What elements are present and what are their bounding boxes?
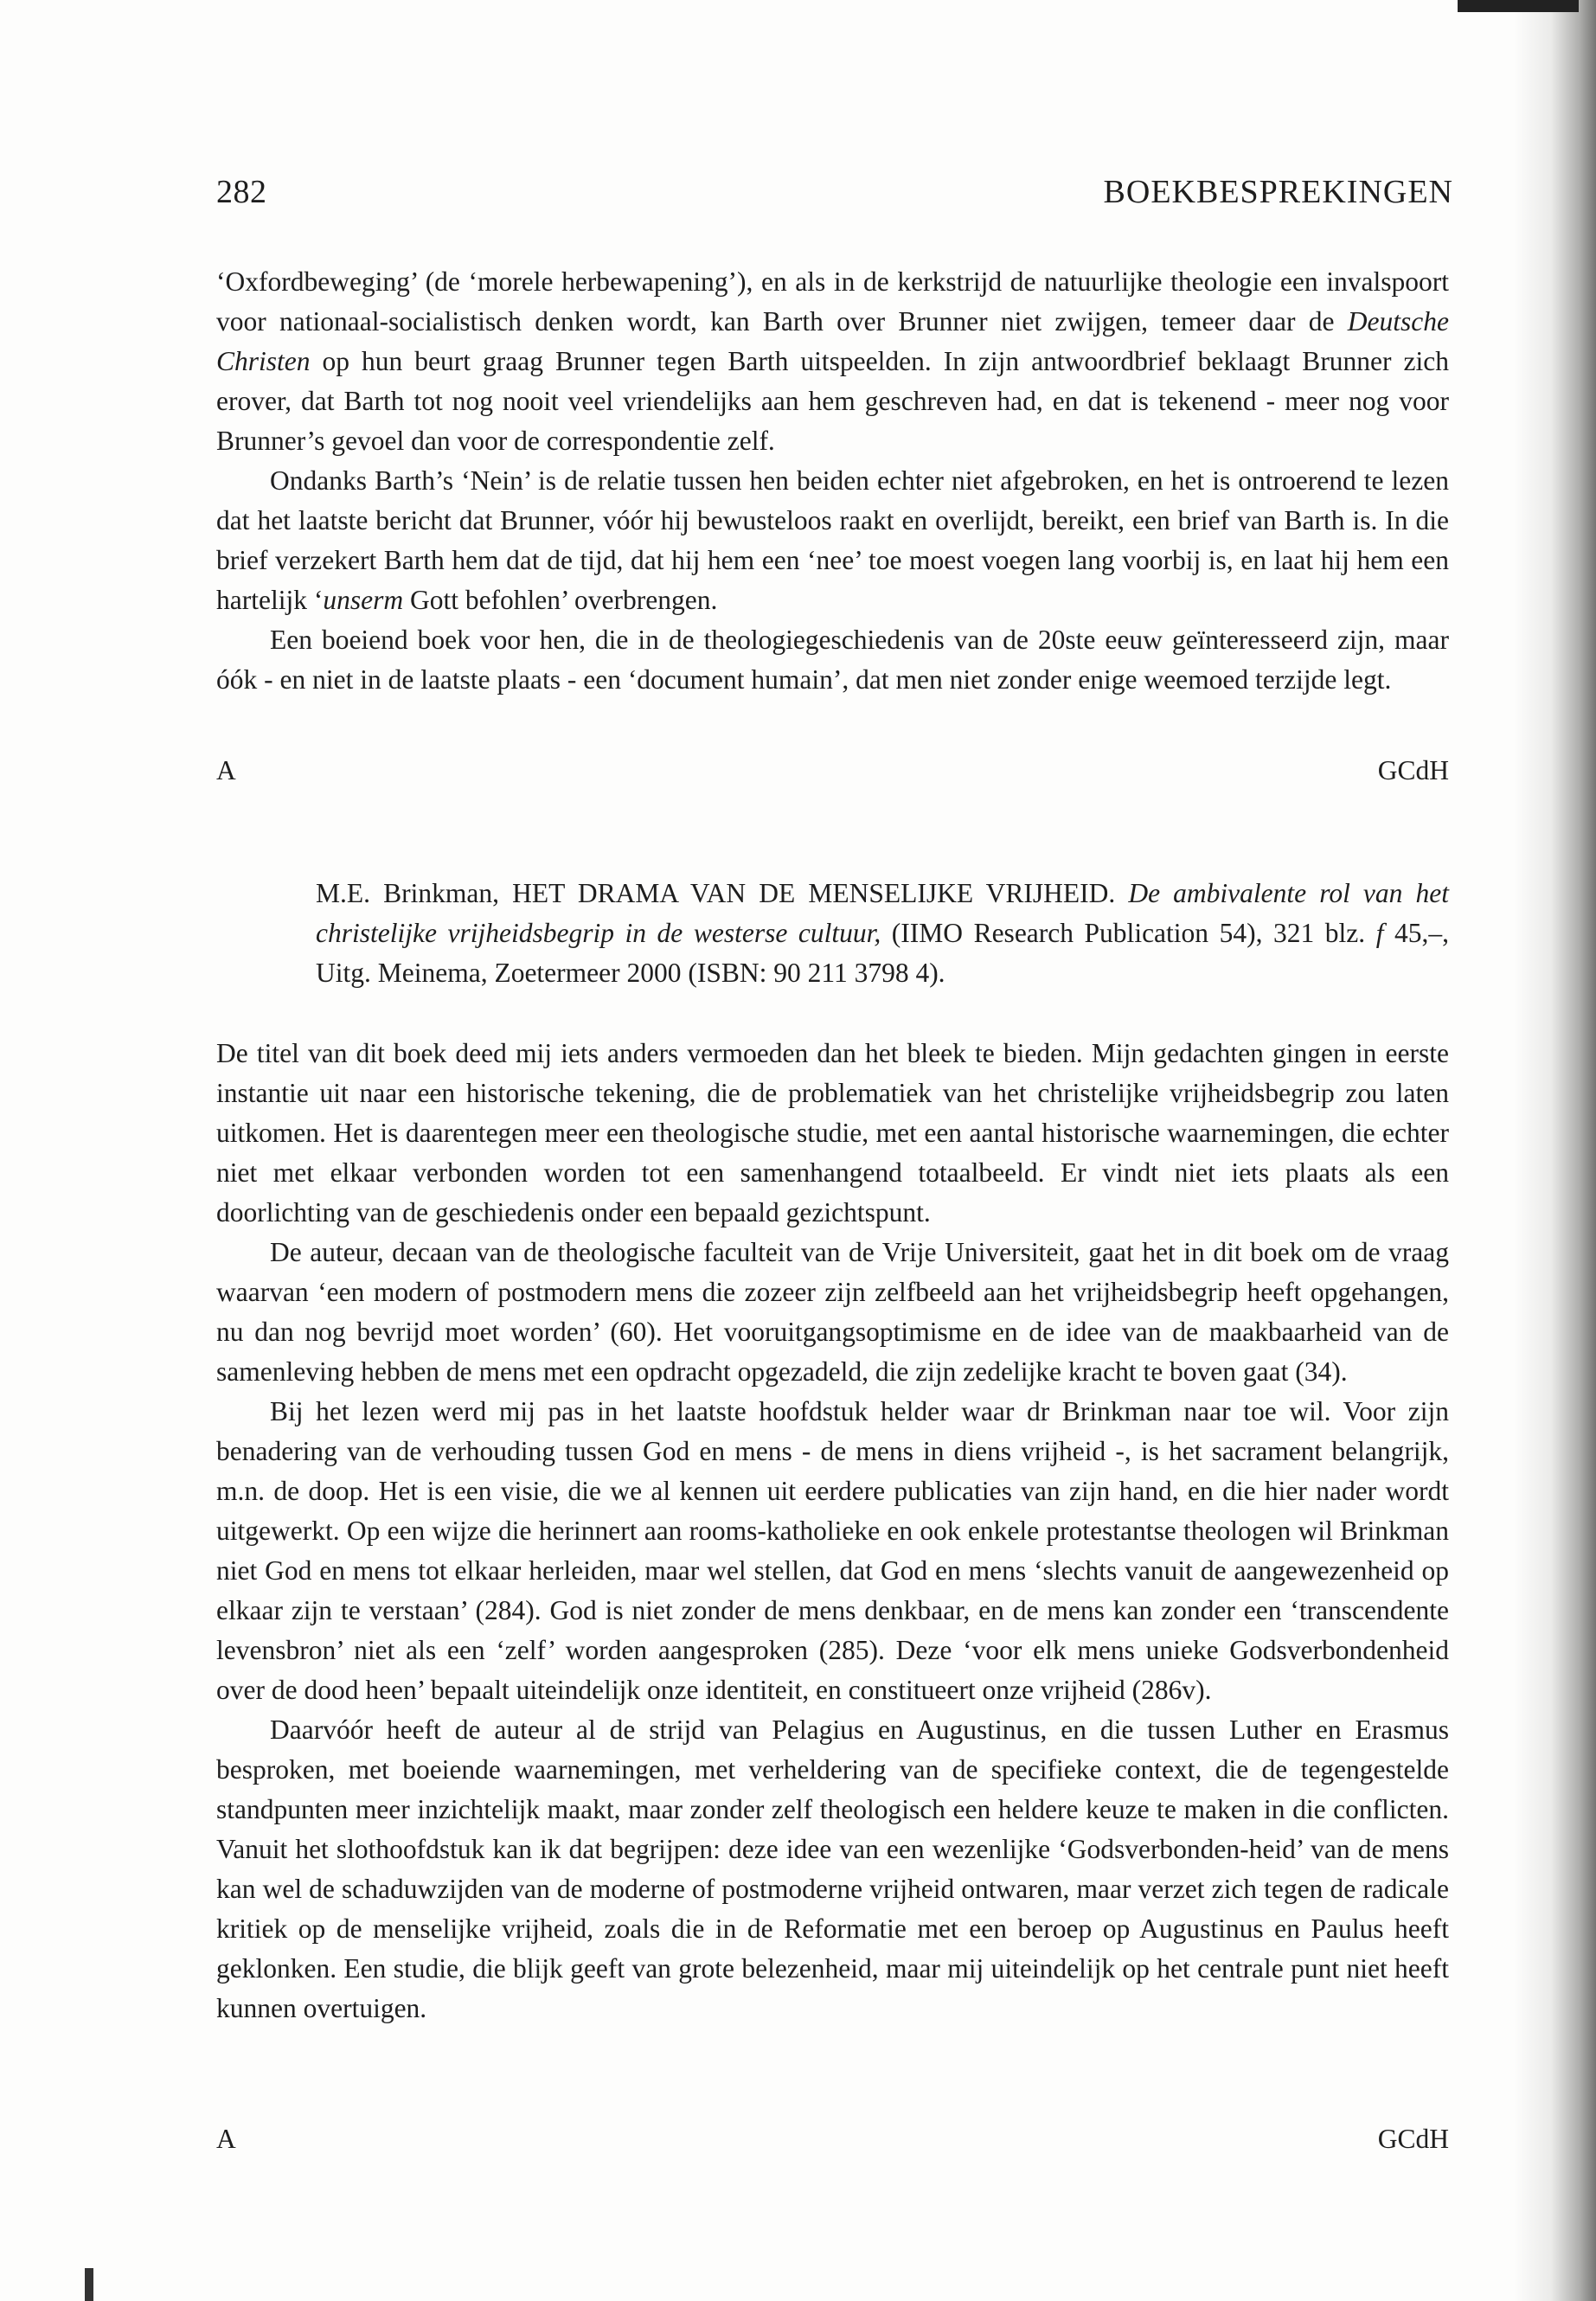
- scan-corner-mark: [1458, 0, 1579, 12]
- review2-sig-left: A: [216, 2124, 236, 2154]
- biblio-details-2: 45,–, Uitg. Meinema, Zoetermeer 2000 (ISBN: 90 211 3798 4).: [316, 918, 1449, 988]
- running-head: [216, 173, 1453, 225]
- page-number: 282: [216, 174, 267, 210]
- biblio-price-symbol: f: [1375, 918, 1384, 948]
- review1-signature: [216, 751, 1449, 791]
- review1-paragraph-3: Een boeiend boek voor hen, die in de theologiegeschiedenis van de 20ste eeuw geïnteresseerd zijn, maar óók - en niet in de laatste plaats - een ‘document humain’, dat men niet zonder enige weemoed terzijde legt.: [216, 625, 1449, 695]
- biblio-details: (IIMO Research Publication 54), 321 blz.: [881, 918, 1376, 948]
- review1-p2-text: Ondanks Barth’s ‘Nein’ is de relatie tussen hen beiden echter niet afgebroken, en het is ontroerend te lezen dat het laatste bericht dat Brunner, vóór hij bewusteloos raakt en overlijdt, bereikt, een brief van Barth is. In die brief verzekert Barth hem dat de tijd, dat hij hem een ‘nee’ toe moest voegen lang voorbij is, en laat hij hem een hartelijk ‘: [216, 465, 1449, 615]
- page-gutter-shadow: [1514, 0, 1596, 2301]
- review2-paragraph-2: De auteur, decaan van de theologische faculteit van de Vrije Universiteit, gaat het in dit boek om de vraag waarvan ‘een modern of postmodern mens die zozeer zijn zelfbeeld aan het vrijheidsbegrip heeft opgehangen, nu dan nog bevrijd moet worden’ (60). Het vooruitgangsoptimisme en de idee van de maakbaarheid van de samenleving hebben de mens met een opdracht opgezadeld, die zijn zedelijke kracht te boven gaat (34).: [216, 1237, 1449, 1387]
- biblio-author: M.E. Brinkman,: [316, 878, 513, 908]
- review2-signature: [216, 2119, 1449, 2159]
- review1-p1-cont: op hun beurt graag Brunner tegen Barth uitspeelden. In zijn antwoordbrief beklaagt Brunner zich erover, dat Barth tot nog nooit veel vriendelijks aan hem geschreven had, en dat is tekenend - meer nog voor Brunner’s gevoel dan voor de correspondentie zelf.: [216, 346, 1449, 456]
- review2-sig-right: GCdH: [1377, 2124, 1449, 2154]
- biblio-title: HET DRAMA VAN DE MENSELIJKE VRIJHEID.: [512, 878, 1116, 908]
- review1-p1-italic: Deutsche Christen: [216, 306, 1449, 376]
- review1-paragraph-2: [216, 461, 1449, 620]
- review2-paragraph-4: Daarvóór heeft de auteur al de strijd van Pelagius en Augustinus, en die tussen Luther en Erasmus besproken, met boeiende waarnemingen, met verheldering van de specifieke context, die de tegengestelde standpunten meer inzichtelijk maakt, maar zonder zelf theologisch een heldere keuze te maken in die conflicten. Vanuit het slothoofdstuk kan ik dat begrijpen: deze idee van een wezenlijke ‘Godsverbonden-heid’ van de mens kan wel de schaduwzijden van de moderne of postmoderne vrijheid ontwaren, maar verzet zich tegen de radicale kritiek op de menselijke vrijheid, zoals die in de Reformatie met een beroep op Augustinus en Paulus heeft geklonken. Een studie, die blijk geeft van grote belezenheid, maar mij uiteindelijk op het centrale punt niet heeft kunnen overtuigen.: [216, 1715, 1449, 2023]
- review1-body: [216, 262, 1449, 700]
- review2-paragraph-3: Bij het lezen werd mij pas in het laatste hoofdstuk helder waar dr Brinkman naar toe wil. Voor zijn benadering van de verhouding tussen God en mens - de mens in diens vrijheid -, is het sacrament belangrijk, m.n. de doop. Het is een visie, die we al kennen uit eerdere publicaties van zijn hand, en die hier nader wordt uitgewerkt. Op een wijze die herinnert aan rooms-katholieke en ook enkele protestantse theologen wil Brinkman niet God en mens tot elkaar herleiden, maar wel stellen, dat God en mens ‘slechts vanuit de aangewezenheid op elkaar zijn te verstaan’ (284). God is niet zonder de mens denkbaar, en de mens kan zonder een ‘transcendente levensbron’ niet als een ‘zelf’ worden aangesproken (285). Deze ‘voor elk mens unieke Godsverbondenheid over de dood heen’ bepaalt uiteindelijk onze identiteit, en constitueert onze vrijheid (286v).: [216, 1396, 1449, 1705]
- biblio-subtitle: De ambivalente rol van het christelijke vrijheidsbegrip in de westerse cultuur,: [316, 878, 1449, 948]
- scan-bottom-mark: [85, 2268, 93, 2301]
- review2-biblio-entry: [316, 874, 1449, 993]
- section-title: BOEKBESPREKINGEN: [1103, 174, 1453, 210]
- review2-paragraph-1: De titel van dit boek deed mij iets anders vermoeden dan het bleek te bieden. Mijn gedachten gingen in eerste instantie uit naar een historische tekening, die de problematiek van het christelijke vrijheidsbegrip zou laten uitkomen. Het is daarentegen meer een theologische studie, met een aantal historische waarnemingen, die echter niet met elkaar verbonden worden tot een samenhangend totaalbeeld. Er vindt niet iets plaats als een doorlichting van de geschiedenis onder een bepaald gezichtspunt.: [216, 1038, 1449, 1227]
- review1-sig-right: GCdH: [1377, 755, 1449, 785]
- review1-p1-text: ‘Oxfordbeweging’ (de ‘morele herbewapening’), en als in de kerkstrijd de natuurlijke theologie een invalspoort voor nationaal-socialistisch denken wordt, kan Barth over Brunner niet zwijgen, temeer daar de: [216, 266, 1449, 336]
- review1-paragraph-1: [216, 262, 1449, 461]
- review2-bibliography: [316, 874, 1449, 993]
- review1-sig-left: A: [216, 755, 236, 785]
- review2-body: [216, 1034, 1449, 2029]
- review1-p2-cont: Gott befohlen’ overbrengen.: [403, 585, 718, 615]
- review1-p2-italic: unserm: [323, 585, 404, 615]
